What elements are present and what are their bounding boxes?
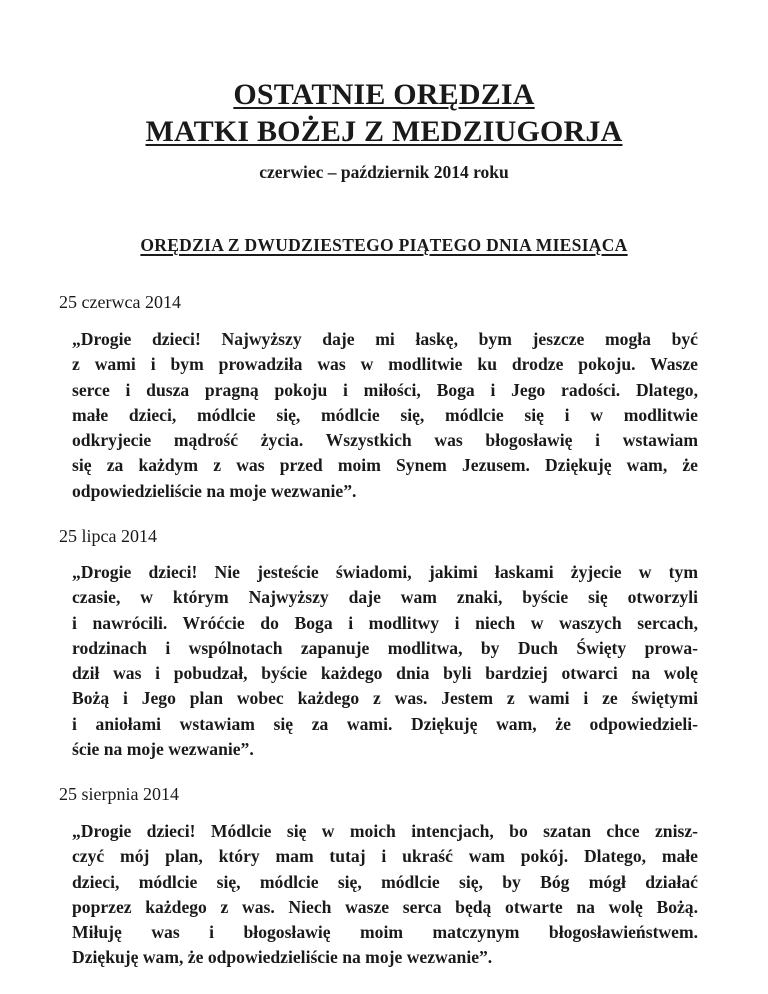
- message-line: Miłuję was i błogosławię moim matczynym błogosławieństwem.: [72, 922, 698, 943]
- message-line: z wami i bym prowadziła was w modlitwie ku drodze pokoju. Wasze: [72, 354, 698, 375]
- message-line: odkryjecie mądrość życia. Wszystkich was błogosławię i wstawiam: [72, 430, 698, 451]
- message-body: [72, 819, 698, 971]
- message-line: ście na moje wezwanie”.: [72, 739, 254, 760]
- message-line: dzieci, módlcie się, módlcie się, módlcie się, by Bóg mógł działać: [72, 871, 698, 892]
- message-date: 25 lipca 2014: [59, 526, 157, 546]
- message-line: poprzez każdego z was. Niech wasze serca będą otwarte na wolę Bożą.: [72, 896, 698, 917]
- message-line: „Drogie dzieci! Módlcie się w moich intencjach, bo szatan chce znisz-: [72, 821, 698, 841]
- message-body: [72, 560, 698, 762]
- message-body: [72, 327, 698, 504]
- message-line: rodzinach i wspólnotach zapanuje modlitwa, by Duch Święty prowa-: [72, 637, 698, 658]
- message-line: i nawrócili. Wróćcie do Boga i modlitwy i niech w waszych sercach,: [72, 612, 698, 633]
- page-title: [0, 76, 768, 150]
- message-line: odpowiedzieliście na moje wezwanie”.: [72, 480, 357, 501]
- subtitle-date-range: czerwiec – październik 2014 roku: [259, 162, 509, 182]
- message-line: małe dzieci, módlcie się, módlcie się, módlcie się i w modlitwie: [72, 404, 698, 425]
- section-heading: ORĘDZIA Z DWUDZIESTEGO PIĄTEGO DNIA MIESIĄCA: [140, 235, 628, 255]
- title-line-1: OSTATNIE ORĘDZIA: [233, 78, 535, 111]
- message-line: się za każdym z was przed moim Synem Jezusem. Dziękuję wam, że: [72, 455, 698, 476]
- message-line: Dziękuję wam, że odpowiedzieliście na moje wezwanie”.: [72, 947, 493, 968]
- message-line: czyć mój plan, który mam tutaj i ukraść wam pokój. Dlatego, małe: [72, 846, 698, 867]
- message-line: dził was i pobudzał, byście każdego dnia byli bardziej otwarci na wolę: [72, 663, 698, 684]
- message-line: „Drogie dzieci! Najwyższy daje mi łaskę, bym jeszcze mogła być: [72, 329, 698, 349]
- message-line: czasie, w którym Najwyższy daje wam znaki, byście się otworzyli: [72, 587, 698, 608]
- message-date: 25 czerwca 2014: [59, 292, 181, 312]
- message-line: Bożą i Jego plan wobec każdego z was. Jestem z wami i ze świętymi: [72, 688, 698, 709]
- message-line: i aniołami wstawiam się za wami. Dziękuję wam, że odpowiedzieli-: [72, 713, 698, 734]
- message-line: „Drogie dzieci! Nie jesteście świadomi, jakimi łaskami żyjecie w tym: [72, 562, 698, 582]
- title-line-2: MATKI BOŻEJ Z MEDZIUGORJA: [145, 115, 623, 148]
- message-line: serce i dusza pragną pokoju i miłości, Boga i Jego radości. Dlatego,: [72, 379, 698, 400]
- message-date: 25 sierpnia 2014: [59, 784, 179, 804]
